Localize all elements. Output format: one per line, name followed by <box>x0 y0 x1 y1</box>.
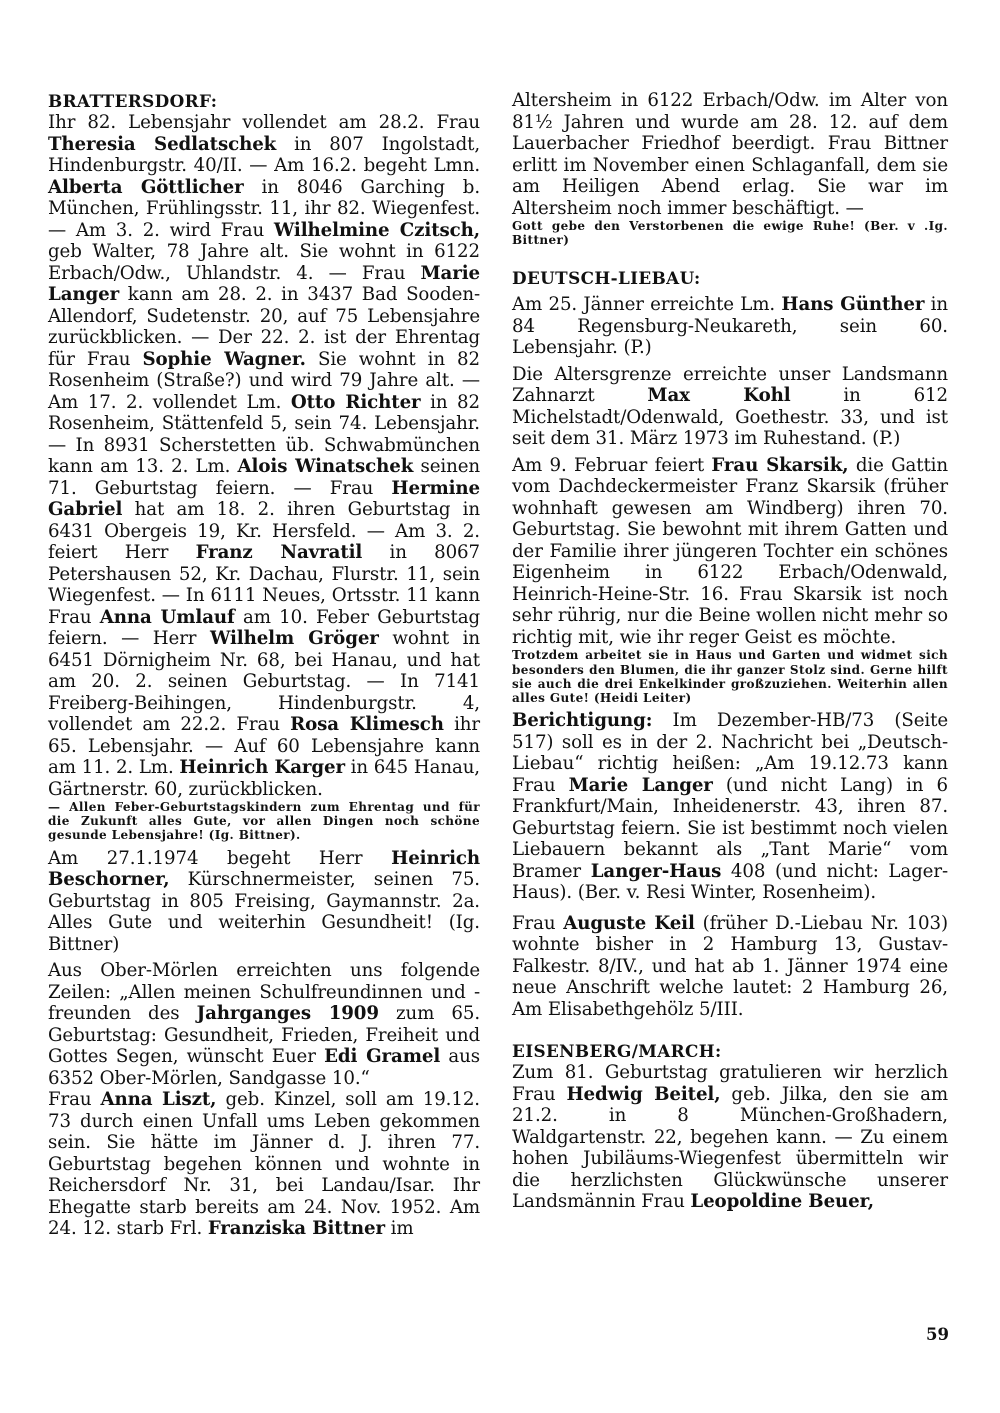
person-name: Otto Richter <box>290 391 421 413</box>
obituary-paragraph: Frau Anna Liszt, geb. Kinzel, soll am 19.12. 73 durch einen Unfall ums Leben gekommen sein. Sie hätte im Jänner d. J. ihren 77. Geburtstag begehen können und wohnte in Reichersdorf Nr. 31, bei Landau/Isar. Ihr Ehegatte starb bereits am 24. Nov. 1952. Am 24. 12. starb Frl. Franziska Bittner im <box>48 1089 480 1240</box>
person-name: Edi Gramel <box>324 1046 441 1068</box>
birthday-paragraph-beschorner: Am 27.1.1974 begeht Herr Heinrich Beschorner, Kürschnermeister, seinen 75. Geburtstag in 805 Freising, Gaymannstr. 2a. Alles Gute und weiterhin Gesundheit! (Ig. Bittner) <box>48 847 480 955</box>
person-name: Hermine Gabriel <box>48 477 480 520</box>
correction-paragraph: Berichtigung: Im Dezember-HB/73 (Seite 517) soll es in der 2. Nachricht bei „Deutsch-Liebau“ richtig heißen: „Am 19.12.73 kann Frau Marie Langer (und nicht Lang) in 6 Frankfurt/Main, Inheidenerstr. 43, ihren 87. Geburtstag feiern. Sie ist bestimmt noch vielen Liebauern bekannt als „Tant Marie“ vom Bramer Langer-Haus 408 (und nicht: Lager-Haus). (Ber. v. Resi Winter, Rosenheim). <box>512 710 948 904</box>
address-change-paragraph: Frau Auguste Keil (früher D.-Liebau Nr. 103) wohnte bisher in 2 Hamburg 13, Gustav-Falkestr. 8/IV., und hat ab 1. Jänner 1974 eine neue Anschrift welche lautet: 2 Hamburg 26, Am Elisabethgehölz 5/III. <box>512 912 948 1020</box>
person-name: Langer-Haus <box>590 860 722 882</box>
page-number: 59 <box>926 1325 949 1344</box>
person-name: Franz Navratil <box>195 542 363 563</box>
birthday-paragraph-guenther: Am 25. Jänner erreichte Lm. Hans Günther in 84 Regensburg-Neukareth, sein 60. Lebensjahr. (P.) <box>512 294 948 359</box>
person-name: Leopoldine Beuer, <box>690 1191 875 1213</box>
person-name: Rosa Klimesch <box>290 714 444 735</box>
person-name: Heinrich Beschorner, <box>48 847 480 891</box>
person-name: Alois Winatschek <box>237 456 414 477</box>
person-name: Heinrich Karger <box>179 757 345 778</box>
greeting-paragraph-ober-moerlen: Aus Ober-Mörlen erreichten uns folgende Zeilen: „Allen meinen Schulfreundinnen und -freunden des Jahrganges 1909 zum 65. Geburtstag: Gesundheit, Frieden, Freiheit und Gottes Segen, wünscht Euer Edi Gramel aus 6352 Ober-Mörlen, Sandgasse 10.“ <box>48 960 481 1089</box>
person-name: Wilhelm Gröger <box>209 628 379 649</box>
person-name: Theresia Sedlatschek <box>48 133 277 155</box>
birthday-note: — Allen Feber-Geburtstagskindern zum Ehrentag und für die Zukunft alles Gute, vor allen Dingen noch schöne gesunde Lebensjahre! (Ig. Bittner). <box>48 800 480 843</box>
person-name: Marie Langer <box>48 262 480 305</box>
person-name: Berichtigung: <box>512 710 653 732</box>
person-name: Sophie Wagner. <box>142 348 306 370</box>
person-name: Auguste Keil <box>563 912 695 934</box>
person-name: Alberta Göttlicher <box>48 176 244 198</box>
person-name: Frau Skarsik, <box>711 454 849 476</box>
section-heading-deutsch-liebau: DEUTSCH-LIEBAU: <box>512 268 701 289</box>
section-heading-brattersdorf: BRATTERSDORF: <box>48 91 218 111</box>
person-name: Anna Liszt, <box>100 1089 217 1111</box>
person-name: Marie Langer <box>568 774 713 796</box>
left-column <box>48 90 480 1240</box>
person-name: Anna Umlauf <box>99 606 235 628</box>
right-column <box>512 90 948 1213</box>
person-name: Max Kohl <box>647 385 791 407</box>
birthday-paragraph-beitel: Zum 81. Geburtstag gratulieren wir herzlich Frau Hedwig Beitel, geb. Jilka, den sie am 21.2. in 8 München-Großhadern, Waldgartenstr. 22, begehen kann. — Zu einem hohen Jubiläums-Wiegenfest übermitteln wir die herzlichsten Glückwünsche unserer Landsmännin Frau Leopoldine Beuer, <box>512 1062 948 1213</box>
birthday-paragraph-skarsik: Am 9. Februar feiert Frau Skarsik, die Gattin vom Dachdeckermeister Franz Skarsik (früher wohnhaft gewesen am Windberg) ihren 70. Geburtstag. Sie bewohnt mit ihrem Gatten und der Familie ihrer jüngeren Tochter ein schönes Eigenheim in 6122 Erbach/Odenwald, Heinrich-Heine-Str. 16. Frau Skarsik ist noch sehr rührig, nur die Beine wollen nicht mehr so richtig mit, wie ihr reger Geist es möchte. <box>512 454 948 648</box>
skarsik-note: Trotzdem arbeitet sie in Haus und Garten und widmet sich besonders den Blumen, die ihr ganzer Stolz sind. Gerne hilft sie auch die drei Enkelkinder großzuziehen. Weiterhin allen alles Gute! (Heidi Leiter) <box>512 648 948 706</box>
retirement-paragraph-kohl: Die Altersgrenze erreichte unser Landsmann Zahnarzt Max Kohl in 612 Michelstadt/Odenwald, Goethestr. 33, und ist seit dem 31. März 1973 im Ruhestand. (P.) <box>512 363 949 450</box>
obituary-note: Gott gebe den Verstorbenen die ewige Ruhe! (Ber. v .Ig. Bittner) <box>512 219 948 248</box>
person-name: Hedwig Beitel, <box>566 1083 721 1105</box>
section-heading-eisenberg-march: EISENBERG/MARCH: <box>512 1041 722 1062</box>
person-name: Jahrganges 1909 <box>196 1003 379 1025</box>
person-name: Franziska Bittner <box>207 1218 385 1240</box>
birthday-paragraph: Ihr 82. Lebensjahr vollendet am 28.2. Frau Theresia Sedlatschek in 807 Ingolstadt, Hindenburgstr. 40/II. — Am 16.2. begeht Lmn. Alberta Göttlicher in 8046 Garching b. München, Frühlingsstr. 11, ihr 82. Wiegenfest. — Am 3. 2. wird Frau Wilhelmine Czitsch, geb Walter, 78 Jahre alt. Sie wohnt in 6122 Erbach/Odw., Uhlandstr. 4. — Frau Marie Langer kann am 28. 2. in 3437 Bad Sooden-Allendorf, Sudetenstr. 20, auf 75 Lebensjahre zurückblicken. — Der 22. 2. ist der Ehrentag für Frau Sophie Wagner. Sie wohnt in 82 Rosenheim (Straße?) und wird 79 Jahre alt. — Am 17. 2. vollendet Lm. Otto Richter in 82 Rosenheim, Stättenfeld 5, sein 74. Lebensjahr. — In 8931 Scherstetten üb. Schwabmünchen kann am 13. 2. Lm. Alois Winatschek seinen 71. Geburtstag feiern. — Frau Hermine Gabriel hat am 18. 2. ihren Geburtstag in 6431 Obergeis 19, Kr. Hersfeld. — Am 3. 2. feiert Herr Franz Navratil in 8067 Petershausen 52, Kr. Dachau, Flurstr. 11, sein Wiegenfest. — In 6111 Neues, Ortsstr. 11 kann Frau Anna Umlauf am 10. Feber Geburtstag feiern. — Herr Wilhelm Gröger wohnt in 6451 Dörnigheim Nr. 68, bei Hanau, und hat am 20. 2. seinen Geburtstag. — In 7141 Freiberg-Beihingen, Hindenburgstr. 4, vollendet am 22.2. Frau Rosa Klimesch ihr 65. Lebensjahr. — Auf 60 Lebensjahre kann am 11. 2. Lm. Heinrich Karger in 645 Hanau, Gärtnerstr. 60, zurückblicken. <box>48 112 481 800</box>
person-name: Hans Günther <box>781 294 925 316</box>
obituary-continuation: Altersheim in 6122 Erbach/Odw. im Alter von 81½ Jahren und wurde am 28. 12. auf dem Lauerbacher Friedhof beerdigt. Frau Bittner erlitt im November einen Schlaganfall, dem sie am Heiligen Abend erlag. Sie war im Altersheim noch immer beschäftigt. — <box>512 90 948 219</box>
person-name: Wilhelmine Czitsch, <box>273 219 480 241</box>
